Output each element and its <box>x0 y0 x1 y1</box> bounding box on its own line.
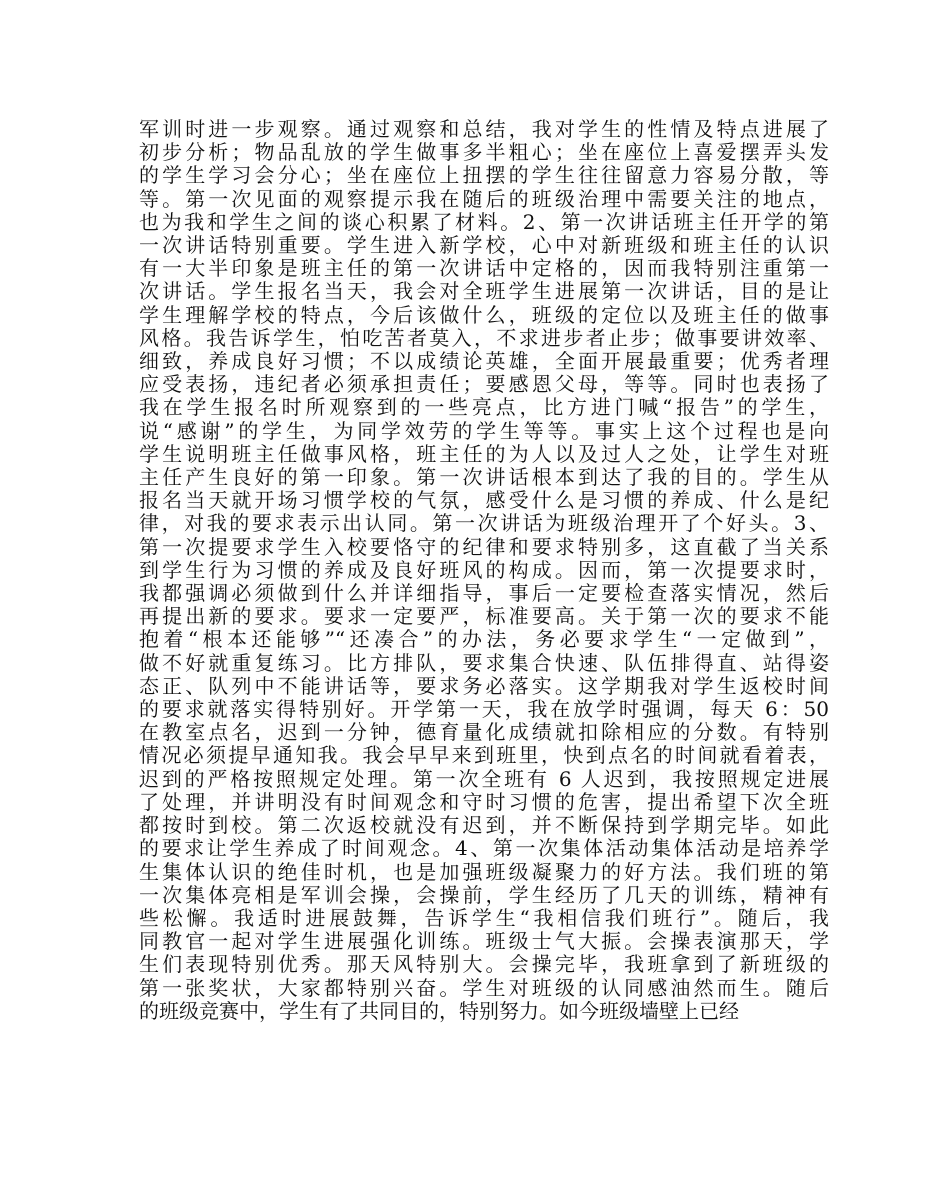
text-line: 我都强调必须做到什么并详细指导，事后一定要检查落实情况，然后 <box>139 582 829 606</box>
text-line: 一次讲话特别重要。学生进入新学校，心中对新班级和班主任的认识 <box>139 234 829 258</box>
text-line: 第一次提要求学生入校要恪守的纪律和要求特别多，这直截了当关系 <box>139 535 829 559</box>
text-line: 了处理，并讲明没有时间观念和守时习惯的危害，提出希望下次全班 <box>139 790 829 814</box>
text-line: 有一大半印象是班主任的第一次讲话中定格的，因而我特别注重第一 <box>139 257 829 281</box>
text-line: 也为我和学生之间的谈心积累了材料。2、第一次讲话班主任开学的第 <box>139 210 829 234</box>
text-line: 的班级竞赛中，学生有了共同目的，特别努力。如今班级墙壁上已经 <box>139 999 739 1023</box>
text-line: 做不好就重复练习。比方排队，要求集合快速、队伍排得直、站得姿 <box>139 651 829 675</box>
text-line: 态正、队列中不能讲话等，要求务必落实。这学期我对学生返校时间 <box>139 674 829 698</box>
text-line: 的要求就落实得特别好。开学第一天，我在放学时强调，每天 6：50 <box>139 698 829 722</box>
text-line: 主任产生良好的第一印象。第一次讲话根本到达了我的目的。学生从 <box>139 466 829 490</box>
text-line: 再提出新的要求。要求一定要严，标准要高。关于第一次的要求不能 <box>139 605 829 629</box>
text-line: 一次集体亮相是军训会操，会操前，学生经历了几天的训练，精神有 <box>139 883 829 907</box>
text-line: 迟到的严格按照规定处理。第一次全班有 6 人迟到，我按照规定进展 <box>139 767 829 791</box>
text-line: 第一张奖状，大家都特别兴奋。学生对班级的认同感油然而生。随后 <box>139 976 829 1000</box>
text-line: 律，对我的要求表示出认同。第一次讲话为班级治理开了个好头。3、 <box>139 512 829 536</box>
text-line: 都按时到校。第二次返校就没有迟到，并不断保持到学期完毕。如此 <box>139 814 829 838</box>
text-line: 学生说明班主任做事风格，班主任的为人以及过人之处，让学生对班 <box>139 442 829 466</box>
text-line: 初步分析；物品乱放的学生做事多半粗心；坐在座位上喜爱摆弄头发 <box>139 141 829 165</box>
body-text <box>139 118 829 1023</box>
text-line: 生集体认识的绝佳时机，也是加强班级凝聚力的好方法。我们班的第 <box>139 860 829 884</box>
text-line: 些松懈。我适时进展鼓舞，告诉学生“我相信我们班行”。随后，我 <box>139 906 829 930</box>
text-line: 风格。我告诉学生，怕吃苦者莫入，不求进步者止步；做事要讲效率、 <box>139 326 829 350</box>
text-line: 等。第一次见面的观察提示我在随后的班级治理中需要关注的地点， <box>139 187 829 211</box>
text-line: 的要求让学生养成了时间观念。4、第一次集体活动集体活动是培养学 <box>139 837 829 861</box>
text-line: 军训时进一步观察。通过观察和总结，我对学生的性情及特点进展了 <box>139 118 829 141</box>
text-line: 应受表扬，违纪者必须承担责任；要感恩父母，等等。同时也表扬了 <box>139 373 829 397</box>
text-line: 学生理解学校的特点，今后该做什么，班级的定位以及班主任的做事 <box>139 303 829 327</box>
text-line: 同教官一起对学生进展强化训练。班级士气大振。会操表演那天，学 <box>139 930 829 954</box>
text-line: 抱着“根本还能够”“还凑合”的办法，务必要求学生“一定做到”， <box>139 628 829 652</box>
text-line: 情况必须提早通知我。我会早早来到班里，快到点名的时间就看着表， <box>139 744 829 768</box>
text-line: 说“感谢”的学生，为同学效劳的学生等等。事实上这个过程也是向 <box>139 419 829 443</box>
text-line: 到学生行为习惯的养成及良好班风的构成。因而，第一次提要求时， <box>139 558 829 582</box>
text-line: 次讲话。学生报名当天，我会对全班学生进展第一次讲话，目的是让 <box>139 280 829 304</box>
text-line: 我在学生报名时所观察到的一些亮点，比方进门喊“报告”的学生， <box>139 396 829 420</box>
text-line: 的学生学习会分心；坐在座位上扭摆的学生往往留意力容易分散，等 <box>139 164 829 188</box>
text-line: 生们表现特别优秀。那天风特别大。会操完毕，我班拿到了新班级的 <box>139 953 829 977</box>
text-line: 细致，养成良好习惯；不以成绩论英雄，全面开展最重要；优秀者理 <box>139 350 829 374</box>
text-line: 在教室点名，迟到一分钟，德育量化成绩就扣除相应的分数。有特别 <box>139 721 829 745</box>
text-line: 报名当天就开场习惯学校的气氛，感受什么是习惯的养成、什么是纪 <box>139 489 829 513</box>
